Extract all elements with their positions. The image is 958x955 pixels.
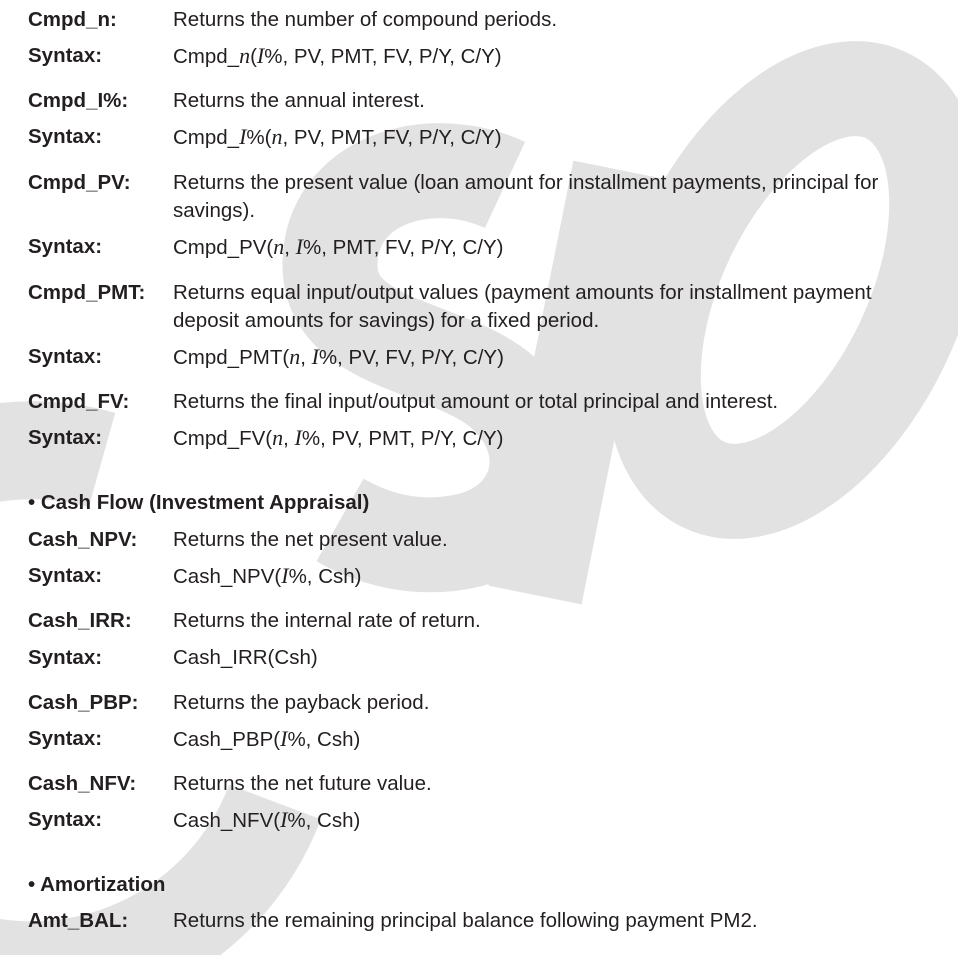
amortization-heading-row <box>0 870 958 900</box>
cmpd-pmt-desc-continued <box>0 306 958 336</box>
term-label: Cash_IRR: <box>28 609 132 632</box>
syntax-label: Syntax: <box>28 345 103 368</box>
syntax-label: Syntax: <box>28 727 103 750</box>
cmpd-i-row <box>0 86 958 116</box>
cmpd-i-syntax-row <box>0 122 958 152</box>
term-label: Cash_PBP: <box>28 691 139 714</box>
syntax-text: Cash_PBP(I%, Csh) <box>173 726 361 751</box>
cash-irr-syntax-row <box>0 643 958 673</box>
section-heading: • Amortization <box>28 873 166 896</box>
term-description: Returns equal input/output values (payment amounts for installment payment <box>173 281 872 304</box>
syntax-text: Cmpd_I%(n, PV, PMT, FV, P/Y, C/Y) <box>173 124 502 149</box>
term-label: Cmpd_FV: <box>28 390 130 413</box>
cmpd-pmt-row <box>0 278 958 308</box>
cmpd-n-row <box>0 5 958 35</box>
cash-npv-syntax-row <box>0 561 958 591</box>
syntax-text: Cmpd_PMT(n, I%, PV, FV, P/Y, C/Y) <box>173 344 504 369</box>
syntax-label: Syntax: <box>28 235 103 258</box>
cash-pbp-syntax-row <box>0 724 958 754</box>
cash-nfv-syntax-row <box>0 805 958 835</box>
cash-pbp-row <box>0 688 958 718</box>
term-description: Returns the present value (loan amount for installment payments, principal for <box>173 171 879 194</box>
cash-irr-row <box>0 606 958 636</box>
syntax-label: Syntax: <box>28 426 103 449</box>
cash-flow-heading-row <box>0 488 958 518</box>
term-description: Returns the net future value. <box>173 772 432 795</box>
section-heading: • Cash Flow (Investment Appraisal) <box>28 491 370 514</box>
term-label: Cash_NFV: <box>28 772 137 795</box>
term-description: Returns the annual interest. <box>173 89 425 112</box>
term-description: Returns the net present value. <box>173 528 448 551</box>
term-label: Cmpd_PMT: <box>28 281 146 304</box>
syntax-label: Syntax: <box>28 125 103 148</box>
amt-bal-row <box>0 906 958 936</box>
cmpd-pv-row <box>0 168 958 198</box>
term-description: Returns the internal rate of return. <box>173 609 481 632</box>
syntax-text: Cmpd_n(I%, PV, PMT, FV, P/Y, C/Y) <box>173 43 502 68</box>
syntax-label: Syntax: <box>28 564 103 587</box>
term-label: Cash_NPV: <box>28 528 138 551</box>
syntax-text: Cash_NPV(I%, Csh) <box>173 563 362 588</box>
term-description: Returns the final input/output amount or total principal and interest. <box>173 390 779 413</box>
cmpd-n-syntax-row <box>0 41 958 71</box>
term-description: savings). <box>173 199 256 222</box>
term-label: Cmpd_PV: <box>28 171 131 194</box>
cash-nfv-row <box>0 769 958 799</box>
cmpd-fv-syntax-row <box>0 423 958 453</box>
term-description: Returns the number of compound periods. <box>173 8 558 31</box>
cmpd-pv-syntax-row <box>0 232 958 262</box>
syntax-label: Syntax: <box>28 44 103 67</box>
syntax-text: Cmpd_FV(n, I%, PV, PMT, P/Y, C/Y) <box>173 425 504 450</box>
term-description: Returns the payback period. <box>173 691 430 714</box>
syntax-text: Cash_IRR(Csh) <box>173 646 318 669</box>
term-label: Cmpd_n: <box>28 8 117 31</box>
term-description: deposit amounts for savings) for a fixed period. <box>173 309 600 332</box>
term-label: Cmpd_I%: <box>28 89 129 112</box>
term-label: Amt_BAL: <box>28 909 129 932</box>
term-description: Returns the remaining principal balance following payment PM2. <box>173 909 758 932</box>
cmpd-pmt-syntax-row <box>0 342 958 372</box>
syntax-label: Syntax: <box>28 808 103 831</box>
cmpd-pv-desc-continued <box>0 196 958 226</box>
cash-npv-row <box>0 525 958 555</box>
syntax-text: Cash_NFV(I%, Csh) <box>173 807 361 832</box>
syntax-label: Syntax: <box>28 646 103 669</box>
syntax-text: Cmpd_PV(n, I%, PMT, FV, P/Y, C/Y) <box>173 234 504 259</box>
cmpd-fv-row <box>0 387 958 417</box>
